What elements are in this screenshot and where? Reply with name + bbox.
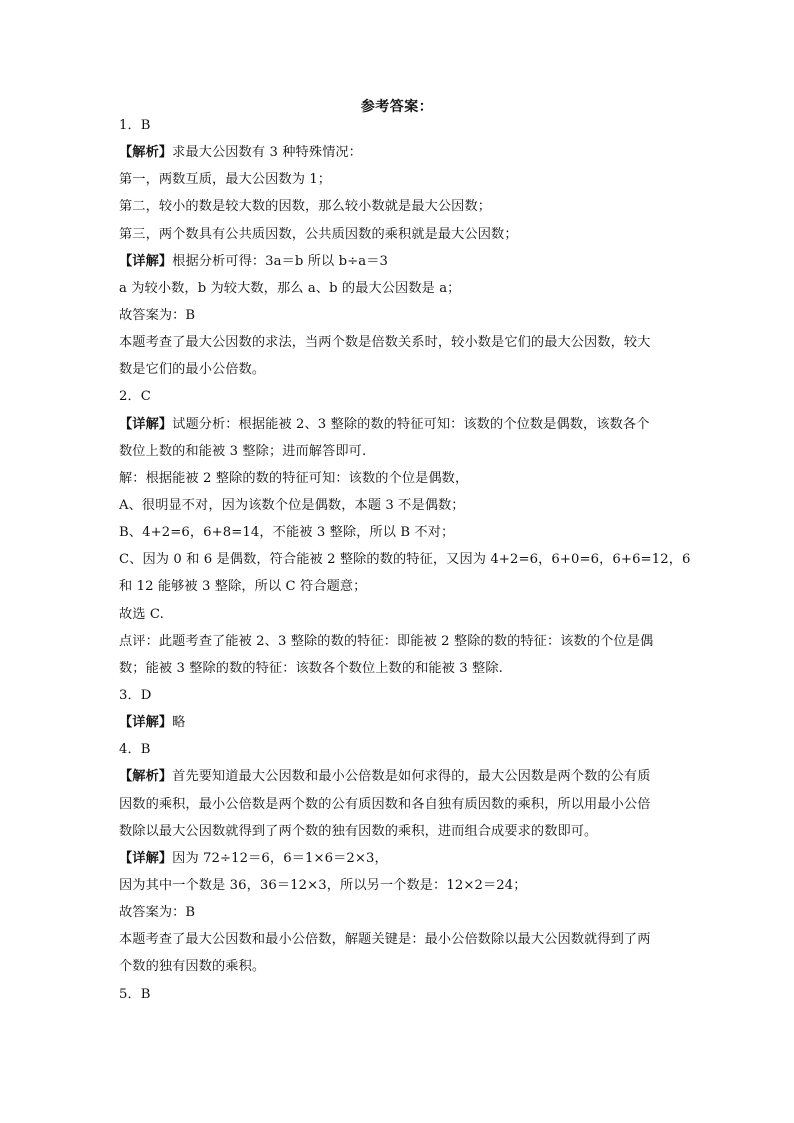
line-text: a 为较小数，b 为较大数，那么 a、b 的最大公因数是 a； [119, 280, 461, 296]
line-text: 因为其中一个数是 36，36＝12×3，所以另一个数是：12×2＝24； [119, 877, 527, 893]
text-line [119, 601, 679, 628]
line-text: 5．B [119, 986, 151, 1002]
line-text: 根据分析可得：3a＝b 所以 b÷a＝3 [172, 253, 389, 269]
text-line [119, 139, 679, 166]
line-text: 数是它们的最小公倍数。 [119, 362, 266, 378]
line-text: 求最大公因数有 3 种特殊情况： [172, 145, 362, 161]
text-line [119, 221, 679, 248]
text-line [119, 981, 679, 1008]
line-text: 第一，两数互质，最大公因数为 1； [119, 172, 332, 188]
line-text: 第二，较小的数是较大数的因数，那么较小数就是最大公因数； [119, 199, 492, 215]
line-text: 第三，两个数具有公共质因数，公共质因数的乘积就是最大公因数； [119, 226, 518, 242]
line-text: B、4+2=6，6+8=14，不能被 3 整除，所以 B 不对； [119, 525, 455, 541]
text-line [119, 546, 691, 573]
text-line [119, 736, 679, 763]
line-text: 试题分析：根据能被 2、3 整除的数的特征可知：该数的个位数是偶数，该数各个 [172, 416, 650, 432]
text-line [119, 411, 679, 438]
answer-body [119, 112, 691, 1008]
text-line [119, 492, 679, 519]
line-text: A、很明显不对，因为该数个位是偶数，本题 3 不是偶数； [119, 497, 465, 513]
text-line [119, 383, 679, 410]
section-tag: 【详解】 [119, 850, 173, 866]
text-line [119, 519, 679, 546]
line-text: 数位上数的和能被 3 整除；进而解答即可. [119, 443, 367, 459]
line-text: 和 12 能够被 3 整除，所以 C 符合题意； [119, 579, 367, 595]
line-text: 1．B [119, 118, 151, 133]
line-text: 2．C [119, 389, 151, 405]
line-text: 故选 C. [119, 606, 164, 622]
text-line [119, 166, 679, 193]
text-line [119, 248, 679, 275]
text-line [119, 573, 679, 600]
page-title: 参考答案： [360, 99, 434, 115]
text-line [119, 275, 679, 302]
line-text: C、因为 0 和 6 是偶数，符合能被 2 整除的数的特征，又因为 4+2=6，6+0=6，6+6=12，6 [119, 552, 691, 568]
line-text: 数；能被 3 整除的数的特征：该数各个数位上数的和能被 3 整除. [119, 660, 503, 676]
text-line [119, 628, 679, 655]
line-text: 因数的乘积，最小公倍数是两个数的公有质因数和各自独有质因数的乘积，所以用最小公倍 [119, 796, 651, 812]
line-text: 本题考查了最大公因数和最小公倍数，解题关键是：最小公倍数除以最大公因数就得到了两 [119, 932, 651, 948]
section-tag: 【详解】 [119, 253, 173, 269]
line-text: 本题考查了最大公因数的求法，当两个数是倍数关系时，较小数是它们的最大公因数，较大 [119, 335, 651, 351]
line-text: 故答案为：B [119, 905, 196, 921]
text-line [119, 438, 679, 465]
text-line [119, 465, 679, 492]
line-text: 3．D [119, 687, 152, 703]
line-text: 首先要知道最大公因数和最小公倍数是如何求得的，最大公因数是两个数的公有质 [172, 769, 651, 785]
text-line [119, 302, 679, 329]
line-text: 因为 72÷12＝6，6＝1×6＝2×3， [172, 850, 388, 866]
text-line [119, 655, 679, 682]
text-line [119, 682, 679, 709]
text-line [119, 926, 679, 953]
text-line [119, 763, 679, 790]
line-text: 个数的独有因数的乘积。 [119, 959, 266, 975]
text-line [119, 791, 679, 818]
text-line [119, 112, 679, 139]
text-line [119, 193, 679, 220]
text-line [119, 818, 679, 845]
text-line [119, 899, 679, 926]
text-line [119, 329, 679, 356]
text-line [119, 709, 679, 736]
line-text: 数除以最大公因数就得到了两个数的独有因数的乘积，进而组合成要求的数即可。 [119, 823, 598, 839]
line-text: 4．B [119, 742, 151, 758]
line-text: 解：根据能被 2 整除的数的特征可知：该数的个位是偶数， [119, 470, 469, 486]
line-text: 故答案为：B [119, 307, 196, 323]
line-text: 点评：此题考查了能被 2、3 整除的数的特征：即能被 2 整除的数的特征：该数的个位是偶 [119, 633, 654, 649]
section-tag: 【解析】 [119, 769, 173, 785]
text-line [119, 356, 679, 383]
line-text: 略 [172, 715, 186, 731]
section-tag: 【解析】 [119, 145, 173, 161]
text-line [119, 845, 679, 872]
section-tag: 【详解】 [119, 416, 173, 432]
section-tag: 【详解】 [119, 715, 173, 731]
text-line [119, 872, 679, 899]
text-line [119, 953, 679, 980]
